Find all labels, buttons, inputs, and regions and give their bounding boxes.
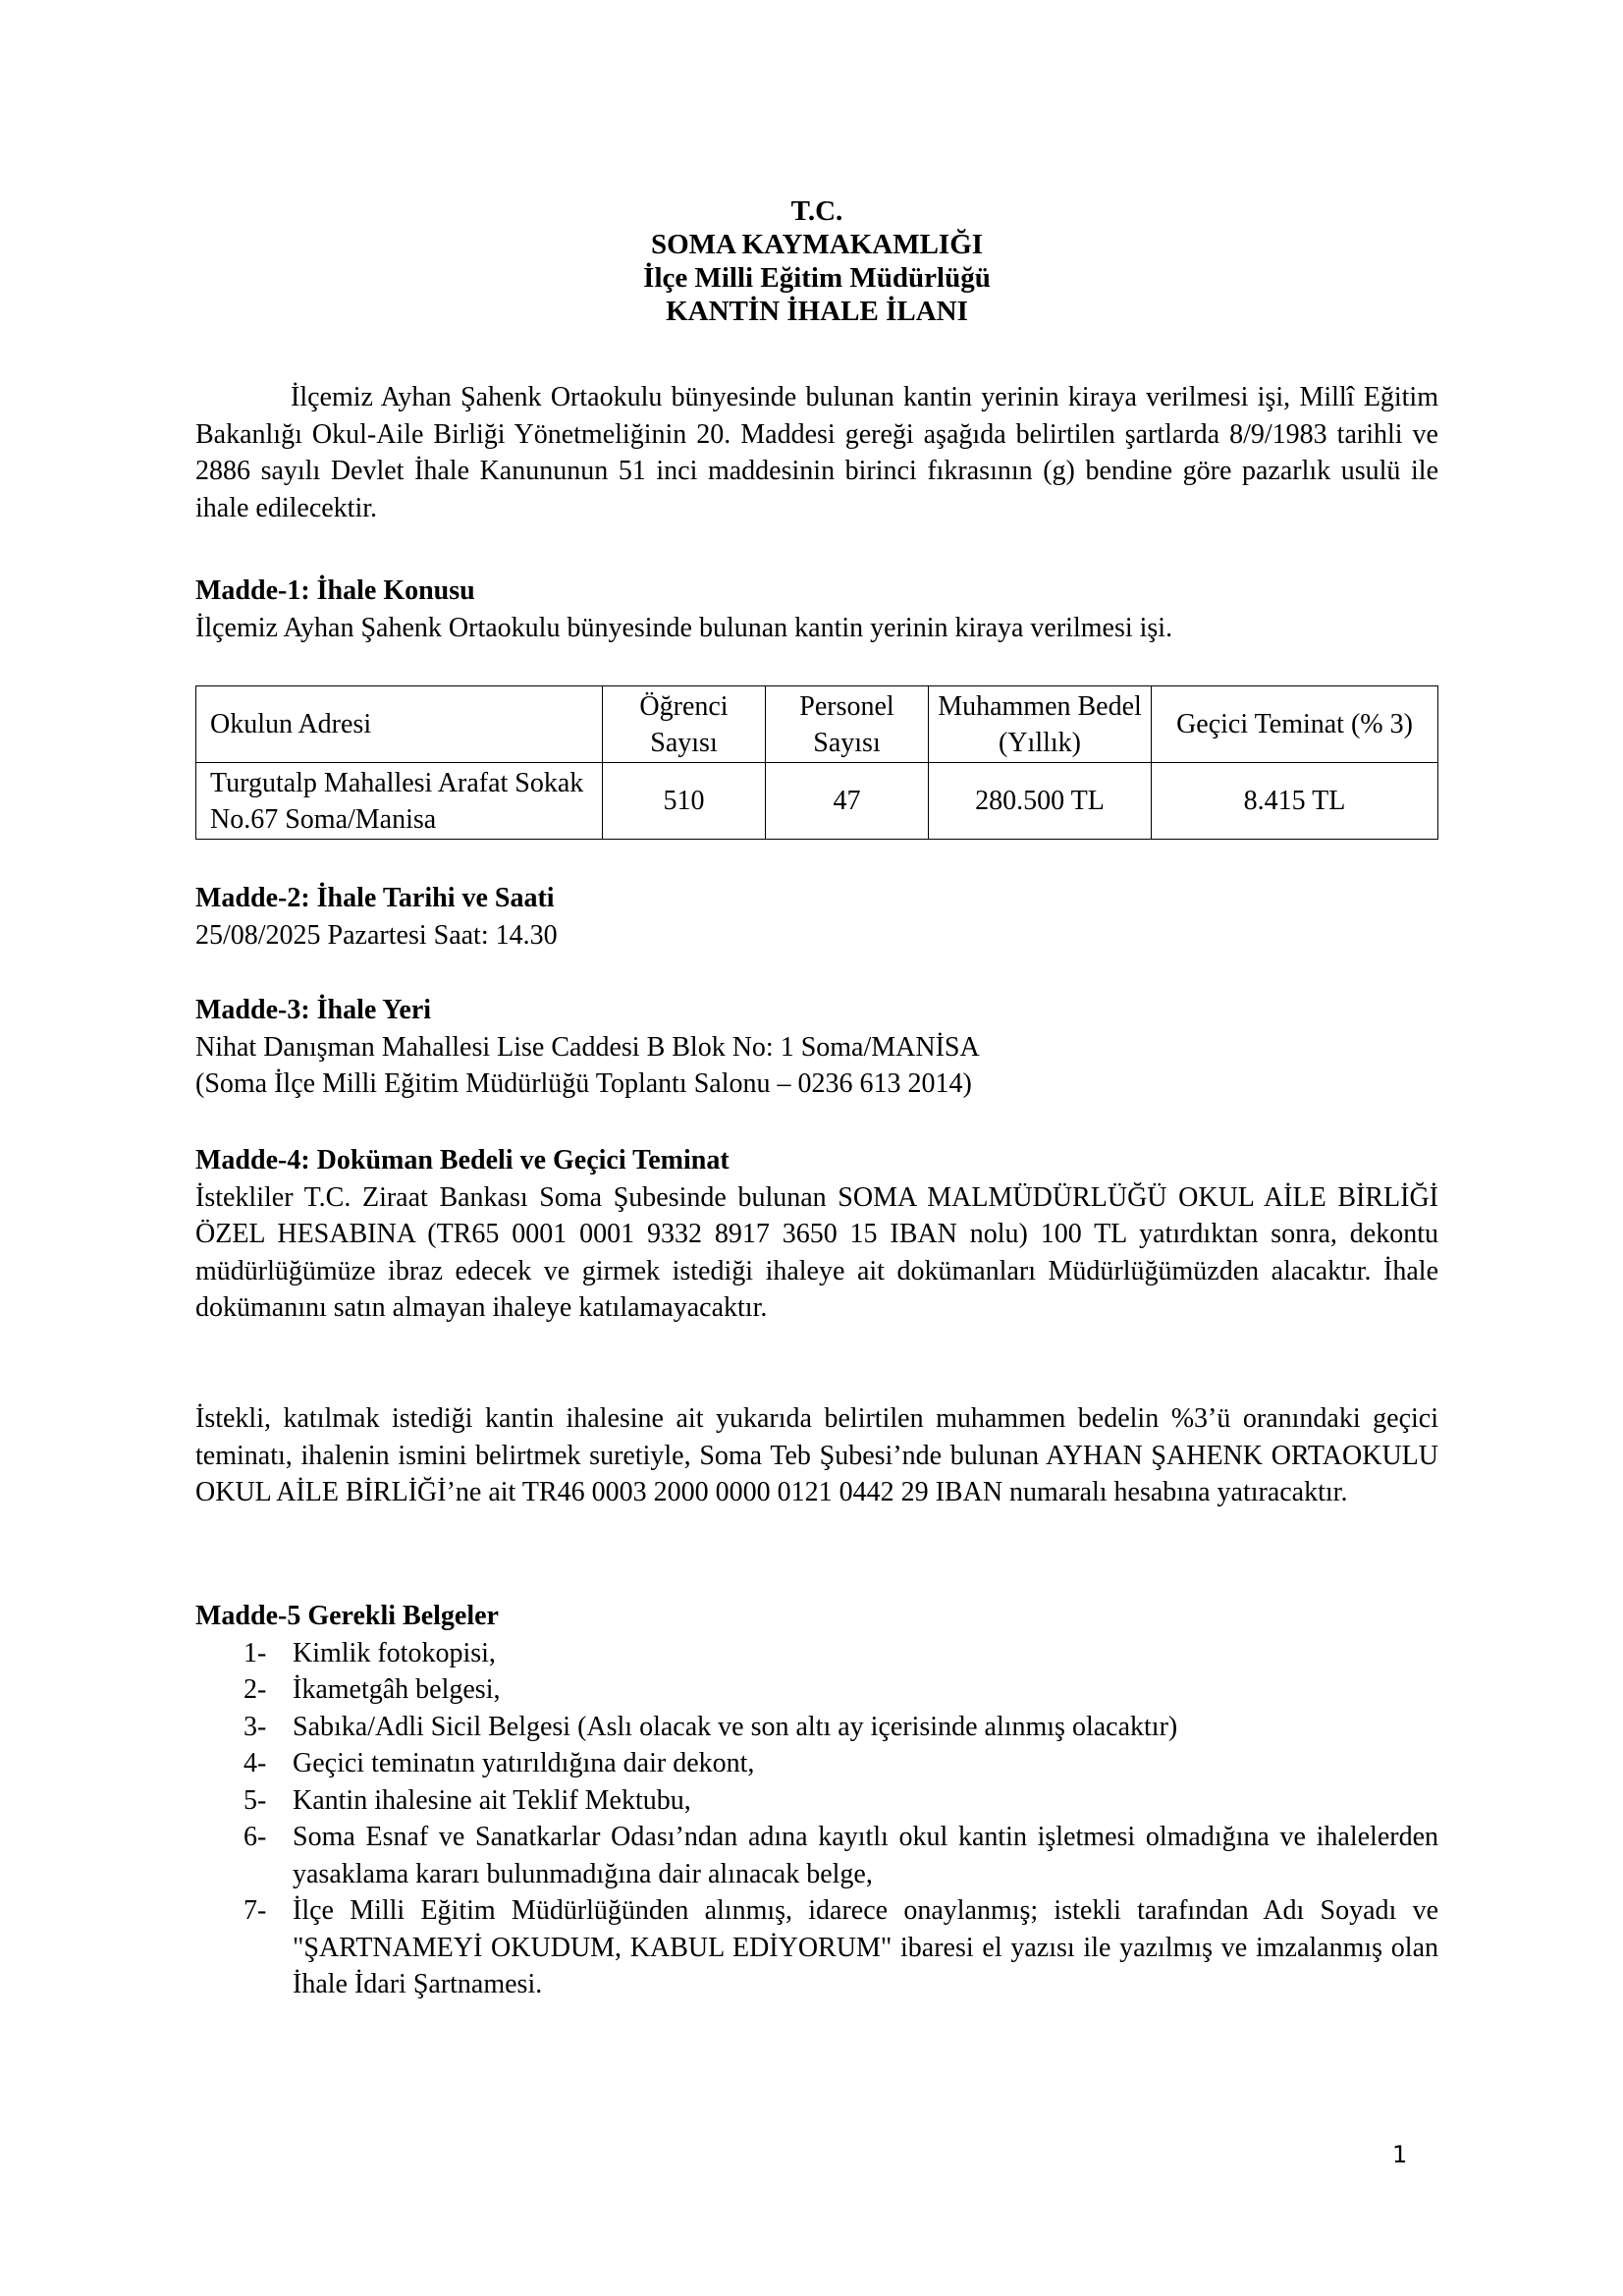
list-item xyxy=(195,1671,1438,1709)
madde-4-heading: Madde-4: Doküman Bedeli ve Geçici Teminat xyxy=(195,1145,730,1175)
madde-2-section xyxy=(195,880,1438,954)
info-table-wrapper xyxy=(195,685,1438,840)
list-item-text: Sabıka/Adli Sicil Belgesi (Aslı olacak ve son altı ay içerisinde alınmış olacaktır) xyxy=(293,1711,1178,1742)
madde-3-address: Nihat Danışman Mahallesi Lise Caddesi B Blok No: 1 Soma/MANİSA xyxy=(195,1031,980,1063)
list-item-number: 6- xyxy=(243,1822,267,1852)
th-adres: Okulun Adresi xyxy=(196,686,603,763)
list-item-text: Kimlik fotokopisi, xyxy=(293,1637,496,1668)
madde-5-heading: Madde-5 Gerekli Belgeler xyxy=(195,1601,499,1631)
list-item-text: Soma Esnaf ve Sanatkarlar Odası’ndan adına kayıtlı okul kantin işletmesi olmadığına ve ihalelerden yasaklama kararı bulunmadığına dair alınacak belge, xyxy=(293,1822,1438,1889)
list-item xyxy=(195,1635,1438,1672)
intro-section xyxy=(195,379,1438,526)
table-row xyxy=(196,763,1438,840)
list-item-number: 5- xyxy=(243,1784,267,1816)
madde-4-continued xyxy=(195,1400,1438,1511)
list-item-text: İkametgâh belgesi, xyxy=(293,1674,501,1705)
cell-adres: Turgutalp Mahallesi Arafat Sokak No.67 Soma/Manisa xyxy=(196,763,603,840)
list-item-number: 1- xyxy=(243,1637,267,1668)
madde-4-paragraph-1: İstekliler T.C. Ziraat Bankası Soma Şubesinde bulunan SOMA MALMÜDÜRLÜĞÜ OKUL AİLE BİRLİĞİ ÖZEL HESABINA (TR65 0001 0001 9332 8917 3650 15 IBAN nolu) 100 TL yatırdıktan sonra, dekontu müdürlüğümüze ibraz edecek ve girmek istediği ihaleye ait dokümanları Müdürlüğümüzden alacaktır. İhale dokümanını satın almayan ihaleye katılamayacaktır. xyxy=(195,1181,1438,1323)
madde-5-section xyxy=(195,1598,1438,2003)
madde-2-text: 25/08/2025 Pazartesi Saat: 14.30 xyxy=(195,919,558,951)
list-item xyxy=(195,1782,1438,1820)
header-tc: T.C. xyxy=(790,195,843,227)
list-item-number: 4- xyxy=(243,1748,267,1778)
list-item-text: Kantin ihalesine ait Teklif Mektubu, xyxy=(293,1784,691,1816)
list-item-number: 7- xyxy=(243,1895,267,1926)
document-header xyxy=(195,194,1438,328)
header-kaymakamlik: SOMA KAYMAKAMLIĞI xyxy=(650,229,984,260)
table-header-row xyxy=(196,686,1438,763)
info-table xyxy=(195,685,1438,840)
list-item-text: İlçe Milli Eğitim Müdürlüğünden alınmış, idarece onaylanmış; istekli tarafından Adı Soyadı ve "ŞARTNAMEYİ OKUDUM, KABUL EDİYORUM" ibaresi el yazısı ile yazılmış ve imzalanmış olan İhale İdari Şartnamesi. xyxy=(293,1895,1438,1999)
list-item xyxy=(195,1709,1438,1746)
madde-3-location: (Soma İlçe Milli Eğitim Müdürlüğü Toplantı Salonu – 0236 613 2014) xyxy=(195,1068,972,1099)
madde-3-heading: Madde-3: İhale Yeri xyxy=(195,995,432,1025)
list-item xyxy=(195,1819,1438,1892)
th-teminat: Geçici Teminat (% 3) xyxy=(1152,686,1438,763)
madde-4-paragraph-2: İstekli, katılmak istediği kantin ihalesine ait yukarıda belirtilen muhammen bedelin %3’ü oranındaki geçici teminatı, ihalenin ismini belirtmek suretiyle, Soma Teb Şubesi’nde bulunan AYHAN ŞAHENK ORTAOKULU OKUL AİLE BİRLİĞİ’ne ait TR46 0003 2000 0000 0121 0442 29 IBAN numaralı hesabına yatıracaktır. xyxy=(195,1403,1438,1507)
th-ogrenci: Öğrenci Sayısı xyxy=(603,686,766,763)
required-documents-list xyxy=(195,1635,1438,2003)
list-item-text: Geçici teminatın yatırıldığına dair dekont, xyxy=(293,1748,755,1778)
th-personel: Personel Sayısı xyxy=(766,686,929,763)
madde-2-heading: Madde-2: İhale Tarihi ve Saati xyxy=(195,883,555,913)
madde-1-heading: Madde-1: İhale Konusu xyxy=(195,575,475,606)
page-number: 1 xyxy=(1392,2141,1408,2168)
madde-4-section xyxy=(195,1142,1438,1327)
document-title: KANTİN İHALE İLANI xyxy=(666,296,968,327)
madde-1-text: İlçemiz Ayhan Şahenk Ortaokulu bünyesinde bulunan kantin yerinin kiraya verilmesi işi. xyxy=(195,612,1173,643)
madde-3-section xyxy=(195,992,1438,1103)
header-mudurluk: İlçe Milli Eğitim Müdürlüğü xyxy=(643,262,991,294)
list-item xyxy=(195,1892,1438,2003)
cell-muhammen: 280.500 TL xyxy=(929,763,1152,840)
cell-personel: 47 xyxy=(766,763,929,840)
intro-paragraph: İlçemiz Ayhan Şahenk Ortaokulu bünyesinde bulunan kantin yerinin kiraya verilmesi işi, Millî Eğitim Bakanlığı Okul-Aile Birliği Yönetmeliğinin 20. Maddesi gereği aşağıda belirtilen şartlarda 8/9/1983 tarihli ve 2886 sayılı Devlet İhale Kanununun 51 inci maddesinin birinci fıkrasının (g) bendine göre pazarlık usulü ile ihale edilecektir. xyxy=(195,382,1438,523)
list-item xyxy=(195,1745,1438,1782)
list-item-number: 3- xyxy=(243,1711,267,1742)
th-muhammen: Muhammen Bedel (Yıllık) xyxy=(929,686,1152,763)
madde-1-section xyxy=(195,573,1438,646)
list-item-number: 2- xyxy=(243,1674,267,1705)
cell-teminat: 8.415 TL xyxy=(1152,763,1438,840)
cell-ogrenci: 510 xyxy=(603,763,766,840)
